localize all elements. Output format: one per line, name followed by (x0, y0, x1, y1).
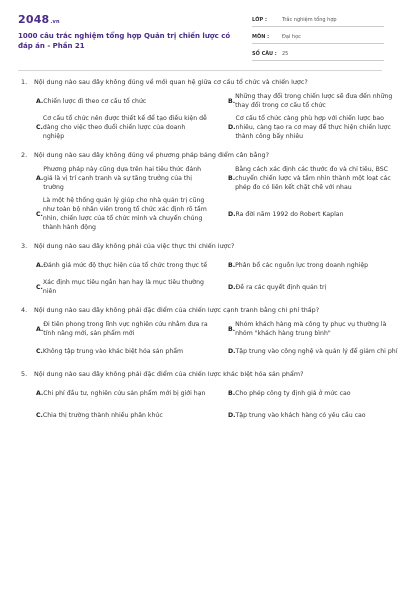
option-grid (18, 92, 393, 141)
option-grid (18, 320, 398, 360)
option-letter: B. (228, 175, 236, 182)
option-d[interactable] (228, 196, 400, 232)
question-stem (18, 370, 382, 379)
question-number: 4. (21, 306, 28, 314)
question-5 (18, 370, 382, 424)
option-letter: D. (228, 347, 236, 355)
option-a[interactable] (36, 320, 208, 338)
option-text: Nhóm khách hàng mà công ty phục vụ thường là nhóm "khách hàng trung bình" (235, 321, 387, 337)
option-text: Bằng cách xác định các thước đo và chỉ tiêu, BSC chuyển chiến lược và tầm nhìn thành một loạt các phép đo có liên kết chặt chẽ với nhau (235, 166, 391, 191)
question-stem (18, 78, 382, 87)
option-grid (18, 165, 391, 232)
option-letter: B. (228, 97, 236, 105)
option-b[interactable] (228, 165, 400, 192)
logo-main: 2048 (18, 13, 50, 26)
option-a[interactable] (36, 256, 208, 274)
meta-key: MÔN : (252, 34, 270, 40)
question-stem (18, 242, 382, 251)
meta-row-subject (252, 29, 384, 44)
option-c[interactable] (36, 342, 208, 360)
option-letter: C. (36, 210, 43, 218)
option-text: Đi tiên phong trong lĩnh vực nghiên cứu nhằm đưa ra tính năng mới, sản phẩm mới (43, 321, 208, 337)
question-3 (18, 242, 382, 296)
option-letter: D. (228, 411, 236, 419)
option-text: Xác định mục tiêu ngắn hạn hay là mục tiêu thường niên (42, 279, 204, 295)
option-grid (18, 256, 382, 296)
option-text: Cơ cấu tổ chức càng phù hợp với chiến lược bao nhiêu, càng tạo ra cơ may để thực hiện chiến lược thành công bấy nhiêu (235, 115, 391, 140)
option-text: Tập trung vào công nghệ và quản lý để giảm chi phí (235, 347, 398, 355)
option-grid (18, 384, 382, 424)
option-text: Chi phí đầu tư, nghiên cứu sản phẩm mới bị giới hạn (43, 389, 206, 397)
question-number: 3. (21, 242, 28, 250)
question-stem (18, 306, 382, 315)
page-header (0, 0, 400, 62)
option-d[interactable] (228, 342, 400, 360)
option-text: Tập trung vào khách hàng có yêu cầu cao (235, 411, 366, 419)
option-text: Phương pháp này cũng dựa trên hai tiêu thức đánh giá là vị trí cạnh tranh và sự tăng trưởng của thị trường (43, 166, 202, 191)
option-c[interactable] (36, 196, 208, 232)
option-c[interactable] (36, 406, 208, 424)
option-letter: D. (228, 283, 236, 291)
option-text: Chia thị trường thành nhiều phân khúc (42, 411, 163, 419)
option-d[interactable] (228, 114, 400, 141)
option-b[interactable] (228, 384, 400, 402)
option-letter: A. (36, 175, 44, 182)
option-text: Không tập trung vào khác biệt hóa sản phẩm (42, 347, 184, 355)
option-a[interactable] (36, 384, 208, 402)
option-letter: A. (36, 97, 44, 105)
option-text: Cơ cấu tổ chức nên được thiết kế để tạo điều kiện dễ dàng cho việc theo đuổi chiến lược của doanh nghiệp (42, 115, 207, 140)
question-4 (18, 306, 398, 360)
option-b[interactable] (228, 320, 400, 338)
option-b[interactable] (228, 256, 400, 274)
question-text: Nội dung nào sau đây không phải đặc điểm của chiến lược khác biệt hóa sản phẩm? (34, 370, 304, 378)
option-letter: D. (228, 124, 236, 131)
meta-value: 25 (282, 51, 289, 57)
question-number: 2. (21, 151, 28, 159)
question-number: 1. (21, 78, 28, 86)
option-text: Đánh giá mức độ thực hiện của tổ chức trong thực tế (43, 261, 208, 269)
option-a[interactable] (36, 92, 208, 110)
option-d[interactable] (228, 406, 400, 424)
question-list (18, 78, 398, 434)
option-text: Đề ra các quyết định quản trị (235, 283, 327, 291)
option-letter: B. (228, 261, 236, 269)
option-c[interactable] (36, 278, 208, 296)
option-text: Những thay đổi trong chiến lược sẽ đưa đến những thay đổi trong cơ cấu tổ chức (235, 93, 393, 109)
header-divider (18, 70, 382, 71)
meta-info (252, 12, 384, 63)
question-text: Nội dung nào sau đây không phải của việc thực thi chiến lược? (34, 242, 235, 250)
option-letter: D. (228, 210, 236, 218)
option-a[interactable] (36, 165, 208, 192)
option-text: Cho phép công ty định giá ở mức cao (235, 389, 351, 397)
meta-value: Đại học (282, 34, 301, 40)
option-b[interactable] (228, 92, 400, 110)
meta-key: LỚP : (252, 17, 267, 23)
option-letter: C. (36, 283, 43, 291)
meta-key: SỐ CÂU : (252, 51, 277, 57)
option-c[interactable] (36, 114, 208, 141)
option-text: Ra đời năm 1992 do Robert Kaplan (235, 210, 344, 218)
option-d[interactable] (228, 278, 400, 296)
option-letter: C. (36, 411, 43, 419)
option-letter: A. (36, 389, 44, 397)
option-letter: A. (36, 325, 44, 333)
option-letter: B. (228, 325, 236, 333)
meta-row-count (252, 46, 384, 61)
option-letter: C. (36, 347, 43, 355)
question-stem (18, 151, 382, 160)
question-1 (18, 78, 393, 141)
meta-value: Trắc nghiệm tổng hợp (282, 17, 337, 23)
option-letter: B. (228, 389, 236, 397)
site-logo[interactable] (18, 13, 60, 26)
option-letter: A. (36, 261, 44, 269)
option-text: Là một hệ thống quản lý giúp cho nhà quản trị cũng như toàn bộ nhân viên trong tổ chức xác định rõ tầm nhìn, chiến lược của tổ chức mình và chuyển chúng thành hành động (42, 197, 207, 231)
question-2 (18, 151, 391, 232)
question-number: 5. (21, 370, 28, 378)
question-text: Nội dung nào sau đây không đúng về mối quan hệ giữa cơ cấu tổ chức và chiến lược? (34, 78, 308, 86)
page-title: 1000 câu trắc nghiệm tổng hợp Quản trị chiến lược có đáp án - Phần 21 (18, 32, 231, 50)
option-text: Phân bổ các nguồn lực trong doanh nghiệp (235, 261, 369, 269)
option-text: Chiến lược đi theo cơ cấu tổ chức (43, 97, 147, 105)
question-text: Nội dung nào sau đây không đúng về phương pháp bảng điểm cân bằng? (34, 151, 269, 159)
question-text: Nội dung nào sau đây không phải đặc điểm của chiến lược cạnh tranh bằng chi phí thấp? (34, 306, 320, 314)
logo-suffix: .vn (50, 19, 60, 25)
option-letter: C. (36, 124, 43, 131)
meta-row-class (252, 12, 384, 27)
